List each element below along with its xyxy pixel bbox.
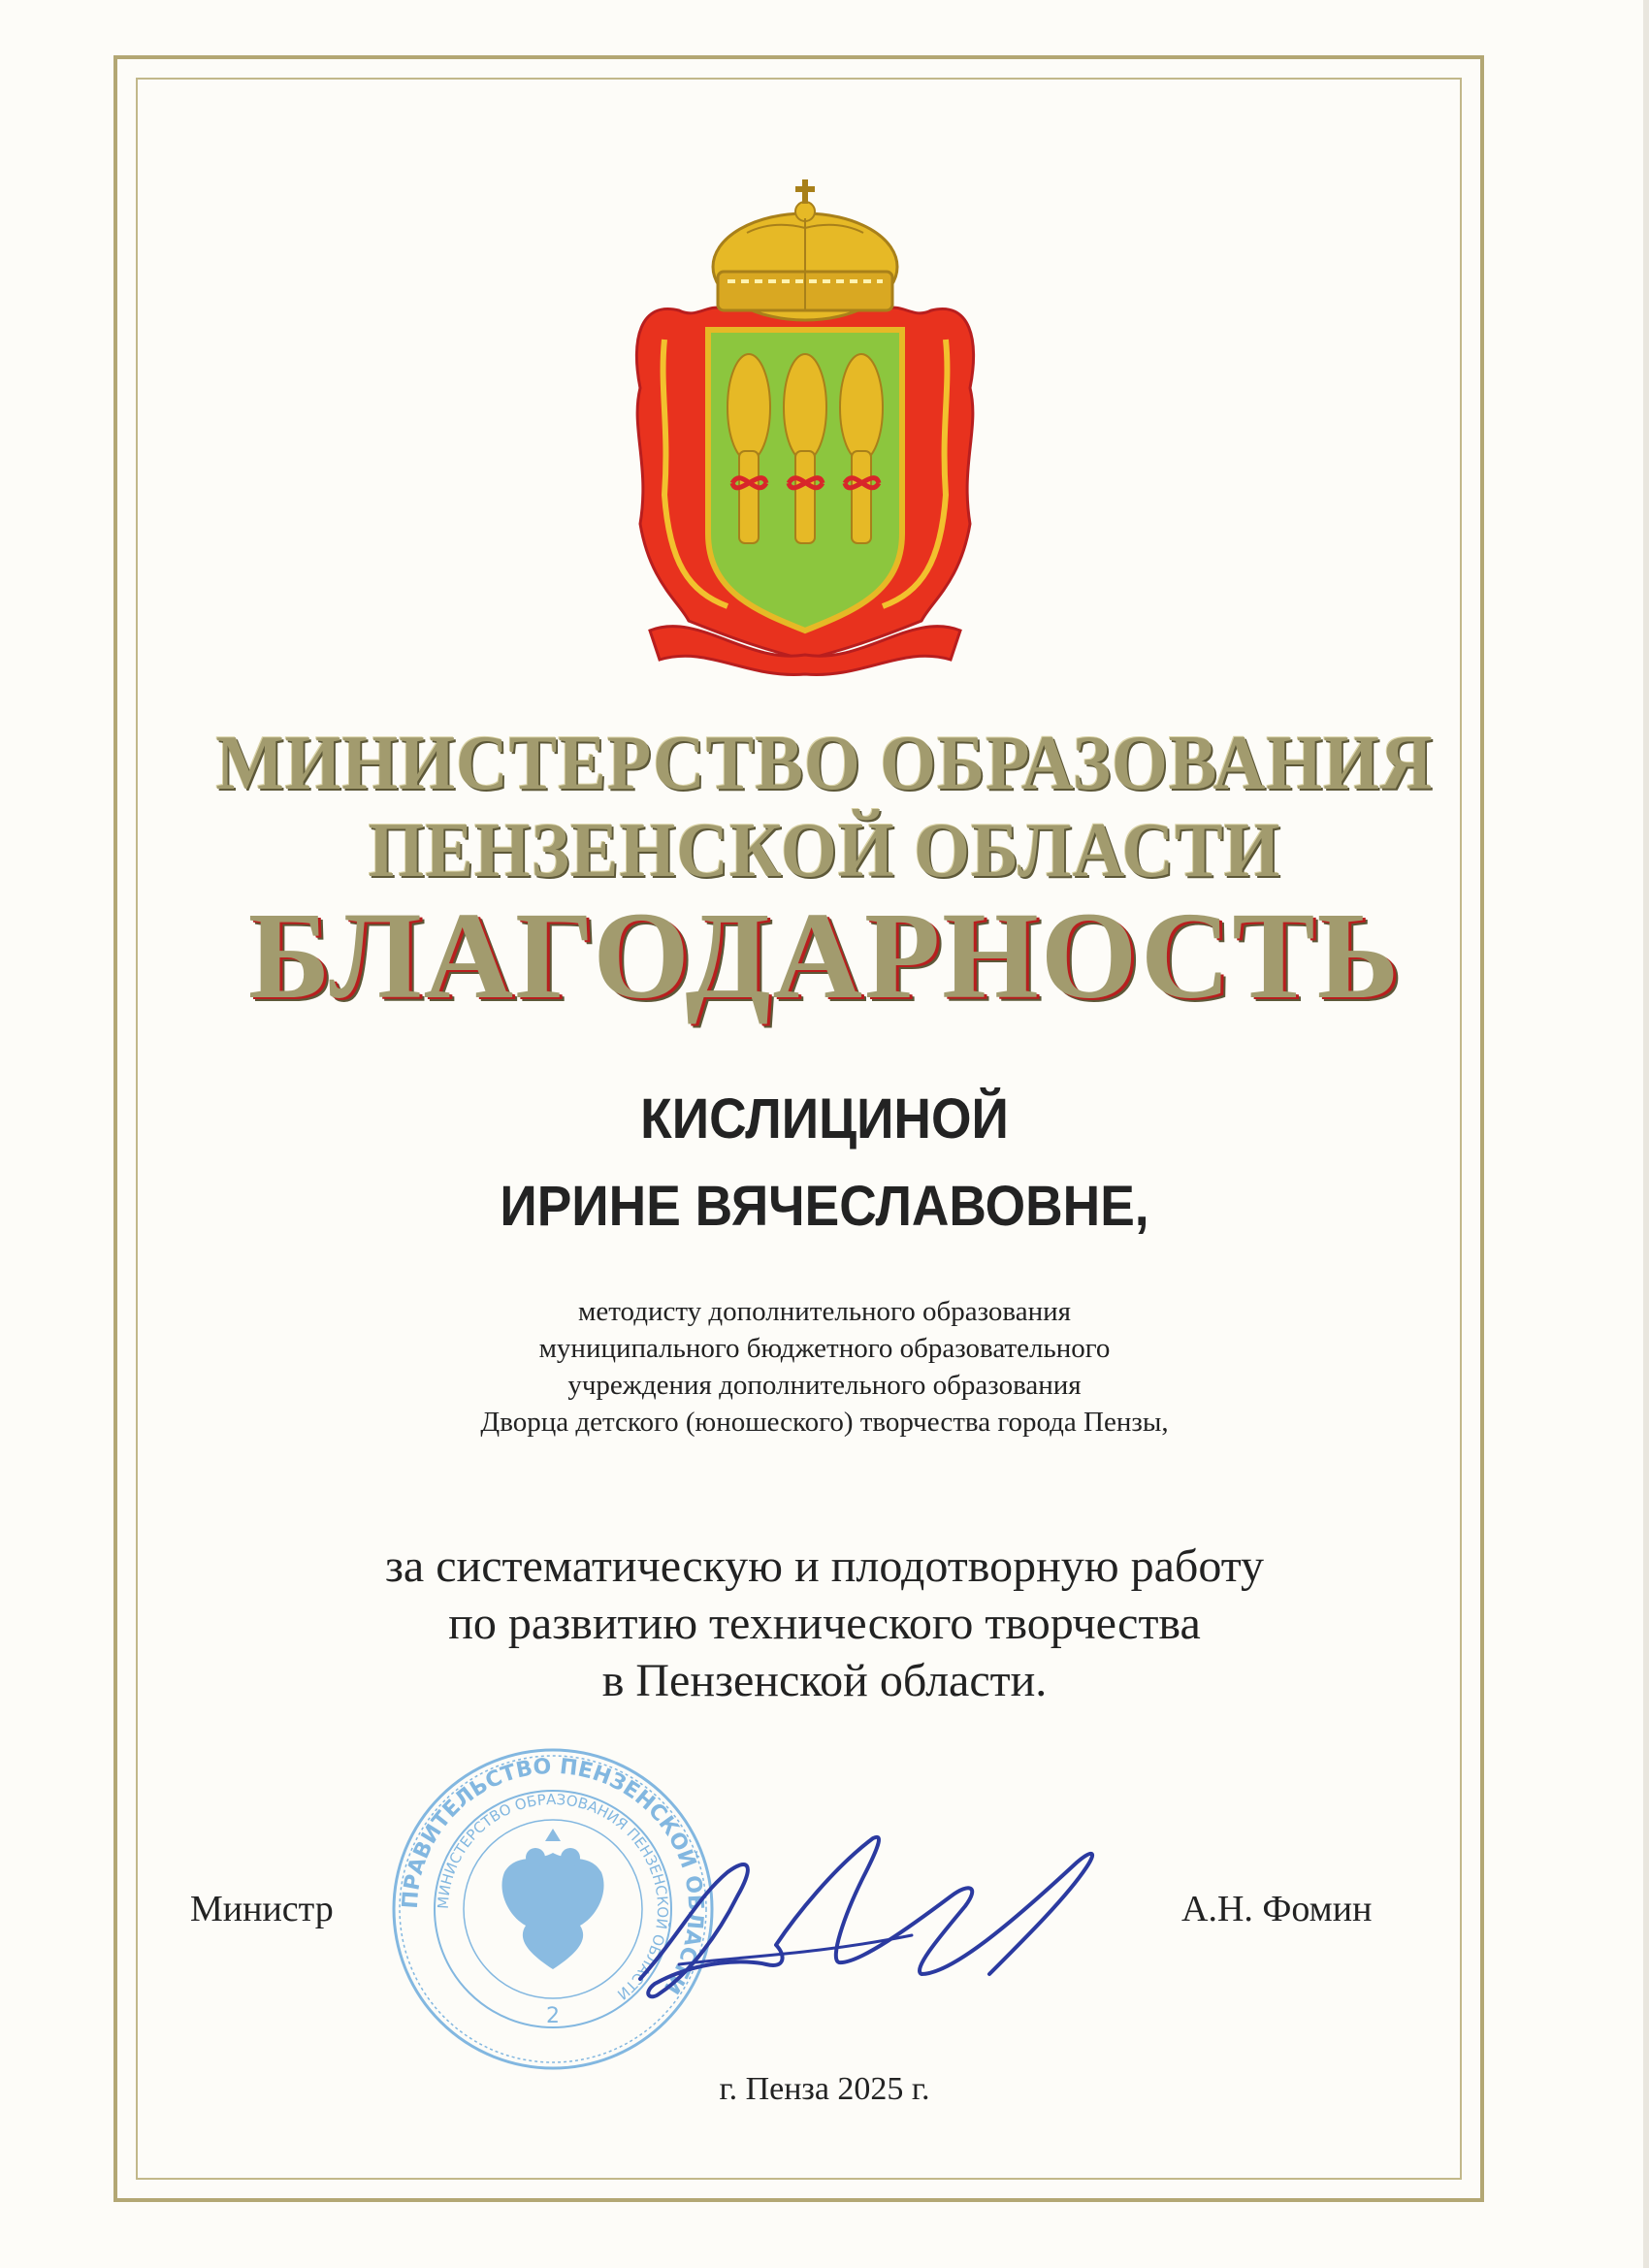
heading-gratitude: БЛАГОДАРНОСТЬ xyxy=(247,887,1402,1024)
position-line: учреждения дополнительного образования xyxy=(567,1370,1082,1401)
signature-icon xyxy=(621,1790,1116,2023)
seal-number: 2 xyxy=(546,2004,560,2028)
signer-title: Министр xyxy=(190,1889,334,1929)
ministry-title-line2: ПЕНЗЕНСКОЙ ОБЛАСТИ xyxy=(368,808,1281,893)
reason-line: по развитию технического творчества xyxy=(448,1598,1201,1649)
position-line: методисту дополнительного образования xyxy=(578,1296,1071,1327)
ministry-title-line1: МИНИСТЕРСТВО ОБРАЗОВАНИЯ xyxy=(215,721,1434,806)
reason-line: за систематическую и плодотворную работу xyxy=(384,1540,1265,1592)
recipient-surname: КИСЛИЦИНОЙ xyxy=(640,1087,1009,1150)
seal-inner-text: МИНИСТЕРСТВО ОБРАЗОВАНИЯ ПЕНЗЕНСКОЙ ОБЛАСТИ xyxy=(434,1790,672,2003)
position-line: муниципального бюджетного образовательного xyxy=(538,1333,1111,1364)
recipient-given-names: ИРИНЕ ВЯЧЕСЛАВОВНЕ, xyxy=(500,1175,1149,1238)
coat-of-arms-icon xyxy=(621,175,989,679)
place-and-date: г. Пенза 2025 г. xyxy=(719,2071,930,2107)
seal-outer-text: ПРАВИТЕЛЬСТВО ПЕНЗЕНСКОЙ ОБЛАСТИ xyxy=(398,1754,708,1998)
position-line: Дворца детского (юношеского) творчества города Пензы, xyxy=(480,1407,1169,1438)
scan-edge xyxy=(1643,0,1649,2268)
reason-line: в Пензенской области. xyxy=(601,1655,1048,1706)
signer-name: А.Н. Фомин xyxy=(1181,1889,1373,1929)
